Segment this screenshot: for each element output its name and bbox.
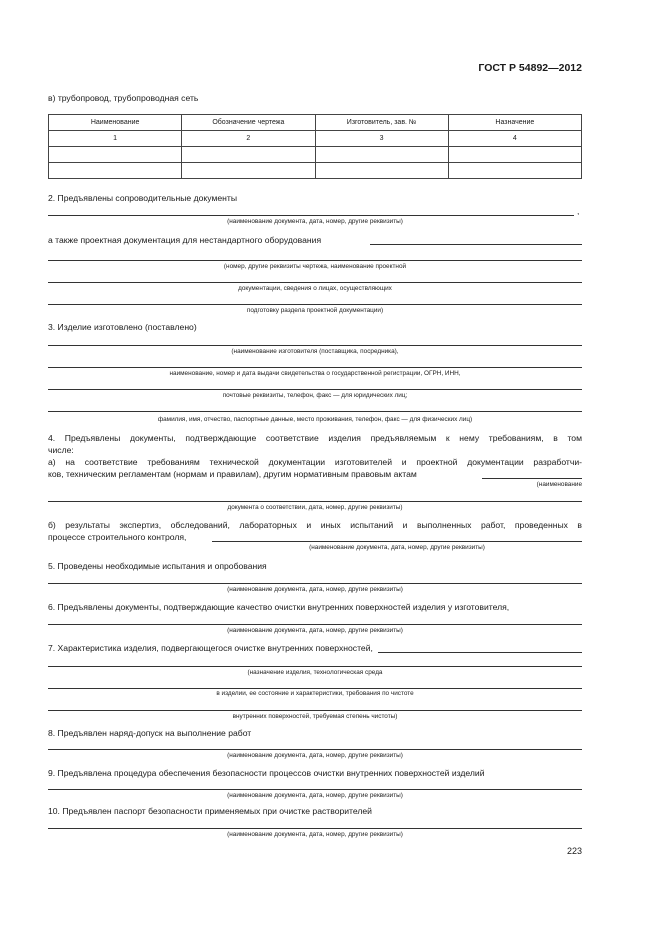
page-number: 223 — [566, 846, 582, 856]
item-3-caption-4: фамилия, имя, отчество, паспортные данные, место проживания, телефон, факс — для физических лиц) — [157, 416, 473, 423]
item-5-caption: (наименование документа, дата, номер, другие реквизиты) — [227, 586, 403, 593]
pipeline-table — [48, 114, 582, 179]
item-4-caption-2: (наименование документа, дата, номер, другие реквизиты) — [309, 544, 485, 551]
table-number-cell: 3 — [315, 131, 448, 147]
section-v-title: в) трубопровод, трубопроводная сеть — [48, 93, 199, 103]
item-2-inline-fill-line[interactable] — [370, 244, 582, 245]
item-2-caption-1: (наименование документа, дата, номер, другие реквизиты) — [227, 218, 403, 225]
table-cell[interactable] — [315, 147, 448, 163]
item-9-caption: (наименование документа, дата, номер, другие реквизиты) — [227, 792, 403, 799]
table-number-cell: 1 — [49, 131, 182, 147]
item-3-fill-line[interactable] — [48, 367, 582, 368]
table-cell[interactable] — [182, 147, 315, 163]
item-5-fill-line[interactable] — [48, 583, 582, 584]
table-header-cell: Обозначение чертежа — [182, 115, 315, 131]
table-cell[interactable] — [49, 163, 182, 179]
table-header-row — [49, 115, 582, 131]
item-6-fill-line[interactable] — [48, 624, 582, 625]
item-4-inline-fill-line[interactable] — [482, 478, 582, 479]
item-4-inline-fill-line[interactable] — [212, 541, 582, 542]
table-number-cell: 4 — [448, 131, 581, 147]
item-7-caption-1: (назначение изделия, технологическая среда — [247, 669, 383, 676]
item-4-b-line-2: процессе строительного контроля, — [48, 532, 187, 542]
item-7-caption-2: в изделии, ее состояние и характеристики, требования по чистоте — [216, 690, 414, 697]
table-number-row — [49, 131, 582, 147]
item-2-title: 2. Предъявлены сопроводительные документы — [48, 193, 237, 203]
item-3-fill-line[interactable] — [48, 389, 582, 390]
item-10-fill-line[interactable] — [48, 828, 582, 829]
item-2-caption-4: подготовку раздела проектной документации) — [246, 307, 384, 314]
item-2-fill-line[interactable] — [48, 282, 582, 283]
item-3-caption-2: наименование, номер и дата выдачи свидетельства о государственной регистрации, ОГРН, ИНН, — [169, 370, 461, 377]
item-9-title: 9. Предъявлена процедура обеспечения безопасности процессов очистки внутренних поверхностей изделий — [48, 768, 485, 778]
item-9-fill-line[interactable] — [48, 789, 582, 790]
item-3-title: 3. Изделие изготовлено (поставлено) — [48, 322, 197, 332]
item-3-caption-3: почтовые реквизиты, телефон, факс — для юридических лиц; — [222, 392, 408, 399]
item-6-title: 6. Предъявлены документы, подтверждающие качество очистки внутренних поверхностей изделия у изготовителя, — [48, 602, 510, 612]
item-7-fill-line[interactable] — [48, 666, 582, 667]
item-3-fill-line[interactable] — [48, 345, 582, 346]
item-4-a-line-1: а) на соответствие требованиям технической документации изготовителей и проектной документации разработчи- — [48, 457, 582, 467]
item-7-caption-3: внутренних поверхностей, требуемая степень чистоты) — [232, 713, 398, 720]
table-header-cell: Наименование — [49, 115, 182, 131]
item-2-also-text: а также проектная документация для нестандартного оборудования — [48, 235, 322, 245]
item-5-title: 5. Проведены необходимые испытания и опробования — [48, 561, 267, 571]
table-row — [49, 163, 582, 179]
item-3-fill-line[interactable] — [48, 411, 582, 412]
item-4-b-line-1: б) результаты экспертиз, обследований, лабораторных и иных испытаний и выполненных работ, проведенных в — [48, 520, 582, 530]
table-header-cell: Изготовитель, зав. № — [315, 115, 448, 131]
item-4-caption-1: документа о соответствии, дата, номер, другие реквизиты) — [227, 504, 403, 511]
item-4-line-2: числе: — [48, 445, 74, 455]
item-2-caption-3: документации, сведения о лицах, осуществляющих — [238, 285, 392, 292]
item-2-end-mark: , — [577, 206, 580, 216]
item-6-caption: (наименование документа, дата, номер, другие реквизиты) — [227, 627, 403, 634]
item-7-fill-line[interactable] — [48, 688, 582, 689]
table-cell[interactable] — [448, 163, 581, 179]
table-number-cell: 2 — [182, 131, 315, 147]
table-row — [49, 147, 582, 163]
table-cell[interactable] — [448, 147, 581, 163]
item-10-title: 10. Предъявлен паспорт безопасности применяемых при очистке растворителей — [48, 806, 372, 816]
item-7-title: 7. Характеристика изделия, подвергающегося очистке внутренних поверхностей, — [48, 643, 373, 653]
table-cell[interactable] — [49, 147, 182, 163]
item-7-fill-line[interactable] — [48, 710, 582, 711]
item-2-fill-line[interactable] — [48, 304, 582, 305]
item-10-caption: (наименование документа, дата, номер, другие реквизиты) — [227, 831, 403, 838]
item-8-caption: (наименование документа, дата, номер, другие реквизиты) — [227, 752, 403, 759]
table-header-cell: Назначение — [448, 115, 581, 131]
item-4-fill-line[interactable] — [48, 501, 582, 502]
item-2-fill-line[interactable] — [48, 215, 574, 216]
item-2-fill-line[interactable] — [48, 260, 582, 261]
table-cell[interactable] — [182, 163, 315, 179]
item-7-inline-fill-line[interactable] — [378, 652, 582, 653]
item-4-a-line-2: ков, техническим регламентам (нормам и правилам), другим нормативным правовым актам — [48, 469, 417, 479]
table-cell[interactable] — [315, 163, 448, 179]
item-4-line-1: 4. Предъявлены документы, подтверждающие соответствие изделия предъявляемым к нему требованиям, в том — [48, 433, 582, 443]
item-2-caption-2: (номер, другие реквизиты чертежа, наименование проектной — [223, 263, 407, 270]
document-standard-header: ГОСТ Р 54892—2012 — [478, 62, 582, 74]
item-3-caption-1: (наименование изготовителя (поставщика, посредника), — [231, 348, 399, 355]
item-8-fill-line[interactable] — [48, 749, 582, 750]
item-4-caption-right: (наименование — [536, 481, 582, 488]
item-8-title: 8. Предъявлен наряд-допуск на выполнение работ — [48, 728, 252, 738]
